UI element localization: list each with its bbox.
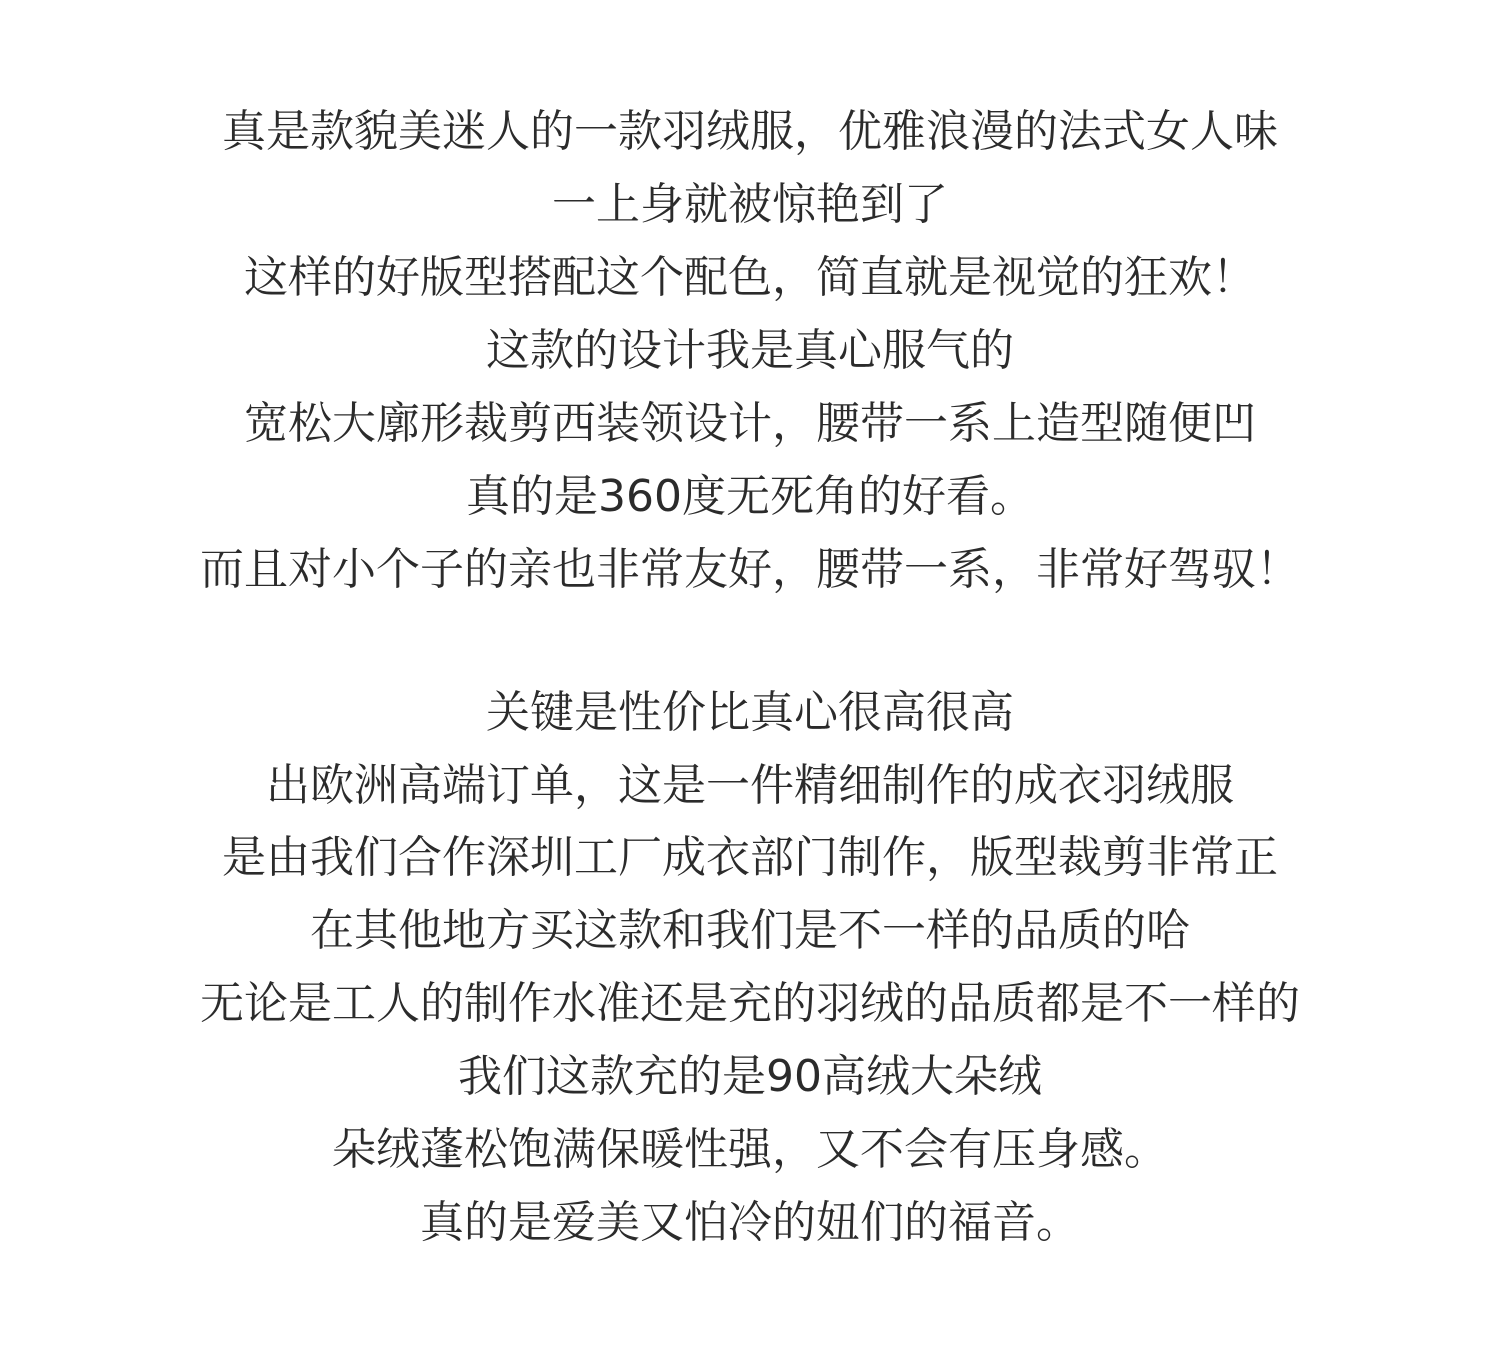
text-line: 是由我们合作深圳工厂成衣部门制作，版型裁剪非常正 — [222, 832, 1278, 883]
text-line: 宽松大廓形裁剪西装领设计，腰带一系上造型随便凹 — [244, 398, 1256, 449]
text-line: 一上身就被惊艳到了 — [552, 179, 948, 230]
text-line: 关键是性价比真心很高很高 — [486, 687, 1014, 738]
text-line: 而且对小个子的亲也非常友好，腰带一系，非常好驾驭！ — [200, 544, 1300, 595]
text-line: 我们这款充的是90高绒大朵绒 — [458, 1051, 1042, 1102]
text-line: 真的是爱美又怕冷的妞们的福音。 — [420, 1197, 1080, 1248]
text-line: 真是款貌美迷人的一款羽绒服，优雅浪漫的法式女人味 — [222, 106, 1278, 157]
text-line: 无论是工人的制作水准还是充的羽绒的品质都是不一样的 — [200, 978, 1300, 1029]
text-line: 真的是360度无死角的好看。 — [466, 471, 1034, 522]
text-line: 这款的设计我是真心服气的 — [486, 325, 1014, 376]
text-line: 这样的好版型搭配这个配色，简直就是视觉的狂欢！ — [244, 252, 1256, 303]
text-line: 在其他地方买这款和我们是不一样的品质的哈 — [310, 905, 1190, 956]
text-line: 朵绒蓬松饱满保暖性强，又不会有压身感。 — [332, 1124, 1168, 1175]
text-line: 出欧洲高端订单，这是一件精细制作的成衣羽绒服 — [266, 760, 1234, 811]
